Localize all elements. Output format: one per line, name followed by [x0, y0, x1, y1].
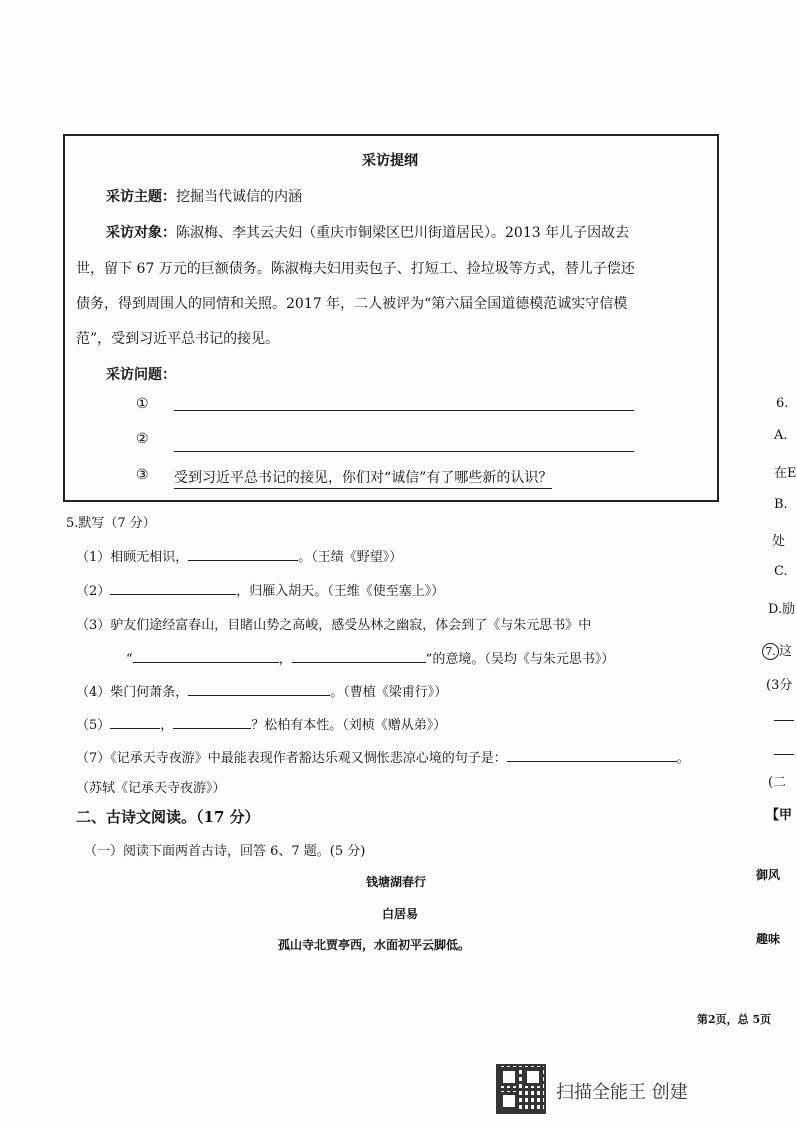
section-2-subheading: （一）阅读下面两首古诗，回答 6、7 题。(5 分)	[84, 844, 366, 859]
dictation-7-period: 。	[676, 751, 690, 766]
page-number: 第2页，总 5页	[697, 1013, 772, 1026]
dictation-item-3: （3）驴友们途经富春山，目睹山势之高峻，感受丛林之幽寂，体会到了《与朱元思书》中	[76, 618, 592, 633]
dictation-2-suffix: ，归雁入胡天。（王维《使至塞上》）	[236, 584, 445, 599]
dictation-5-comma: ，	[160, 718, 174, 733]
dictation-item-7	[76, 747, 690, 766]
margin-option-d: D.励	[768, 602, 796, 617]
margin-option-b: B.	[774, 497, 788, 512]
margin-blank-1	[774, 712, 794, 721]
dictation-7-prefix: （7）《记承天寺夜游》中最能表现作者豁达乐观又惆怅悲凉心境的句子是：	[76, 751, 507, 766]
dictation-2-blank[interactable]	[110, 582, 236, 595]
qr-code-icon	[496, 1064, 546, 1114]
question-2-number: ②	[136, 431, 149, 447]
dictation-2-prefix: （2）	[76, 584, 111, 599]
margin-text-4: 趣味	[756, 932, 781, 946]
margin-text-3: 御风	[756, 868, 781, 882]
margin-q6: 6.	[776, 396, 789, 411]
dictation-5-blank-a[interactable]	[110, 716, 160, 729]
margin-text-1: 在E	[774, 466, 797, 481]
margin-text-2: 处	[772, 534, 786, 549]
section-2-heading: 二、古诗文阅读。（17 分）	[76, 808, 260, 826]
theme-text: 挖掘当代诚信的内涵	[176, 189, 302, 205]
dictation-item-5	[76, 714, 446, 733]
subject-line-4: 范”，受到习近平总书记的接见。	[76, 331, 280, 347]
subject-label: 采访对象：	[106, 225, 176, 241]
poem-title: 钱塘湖春行	[366, 875, 427, 889]
dictation-5-suffix: ？松柏有本性。（刘桢《赠从弟》）	[251, 718, 447, 733]
dictation-item-3-blanks	[126, 648, 614, 667]
dictation-5-blank-b[interactable]	[173, 716, 251, 729]
dictation-heading: 5.默写（7 分）	[66, 516, 156, 531]
dictation-1-blank[interactable]	[188, 548, 298, 561]
dictation-3-comma: ，	[278, 652, 292, 667]
margin-section: (二	[768, 775, 787, 790]
margin-q7	[762, 640, 792, 660]
questions-label: 采访问题：	[106, 367, 176, 383]
dictation-4-suffix: 。（曹植《梁甫行》）	[330, 685, 448, 700]
margin-points: (3分	[766, 678, 793, 693]
dictation-item-2	[76, 580, 444, 599]
question-2-blank[interactable]	[174, 437, 634, 452]
subject-line-1: 陈淑梅、李其云夫妇（重庆市铜梁区巴川街道居民）。2013 年儿子因故去	[176, 225, 630, 241]
q7-circled-number: 7.	[762, 643, 779, 660]
theme-label: 采访主题：	[106, 189, 176, 205]
subject-row	[106, 222, 629, 242]
margin-option-c: C.	[774, 564, 788, 579]
dictation-3-open-quote: “	[126, 652, 133, 667]
dictation-1-suffix: 。（王绩《野望》）	[298, 550, 403, 565]
margin-jia: 【甲	[766, 808, 793, 823]
dictation-7-source: （苏轼《记承天寺夜游》）	[76, 781, 226, 796]
theme-row	[106, 186, 302, 206]
subject-line-2: 世，留下 67 万元的巨额债务。陈淑梅夫妇用卖包子、打短工、捡垃圾等方式，替儿子偿还	[76, 261, 635, 277]
margin-option-a: A.	[774, 428, 788, 443]
question-3-text: 受到习近平总书记的接见，你们对“诚信”有了哪些新的认识？	[174, 467, 552, 489]
question-1-blank[interactable]	[174, 396, 634, 411]
dictation-7-blank[interactable]	[507, 749, 677, 762]
poem-line-1: 孤山寺北贾亭西，水面初平云脚低。	[278, 938, 471, 952]
poem-author: 白居易	[382, 907, 419, 921]
dictation-4-blank[interactable]	[188, 683, 330, 696]
dictation-5-prefix: （5）	[76, 718, 111, 733]
margin-q7-text: 这	[779, 644, 793, 659]
dictation-item-4	[76, 681, 447, 700]
question-1-number: ①	[136, 396, 149, 412]
scanner-watermark: 扫描全能王 创建	[556, 1082, 688, 1103]
dictation-4-prefix: （4）柴门何萧条，	[76, 685, 189, 700]
dictation-3-blank-b[interactable]	[292, 650, 426, 663]
dictation-3-suffix: ”的意境。（吴均《与朱元思书》）	[425, 652, 615, 667]
subject-line-3: 债务，得到周围人的同情和关照。2017 年，二人被评为“第六届全国道德模范诚实守信模	[76, 296, 628, 312]
dictation-item-1	[76, 546, 402, 565]
dictation-1-prefix: （1）相顾无相识，	[76, 550, 189, 565]
margin-blank-2	[774, 746, 794, 755]
dictation-3-blank-a[interactable]	[133, 650, 279, 663]
outline-title: 采访提纲	[362, 153, 418, 169]
question-3-number: ③	[136, 467, 149, 483]
